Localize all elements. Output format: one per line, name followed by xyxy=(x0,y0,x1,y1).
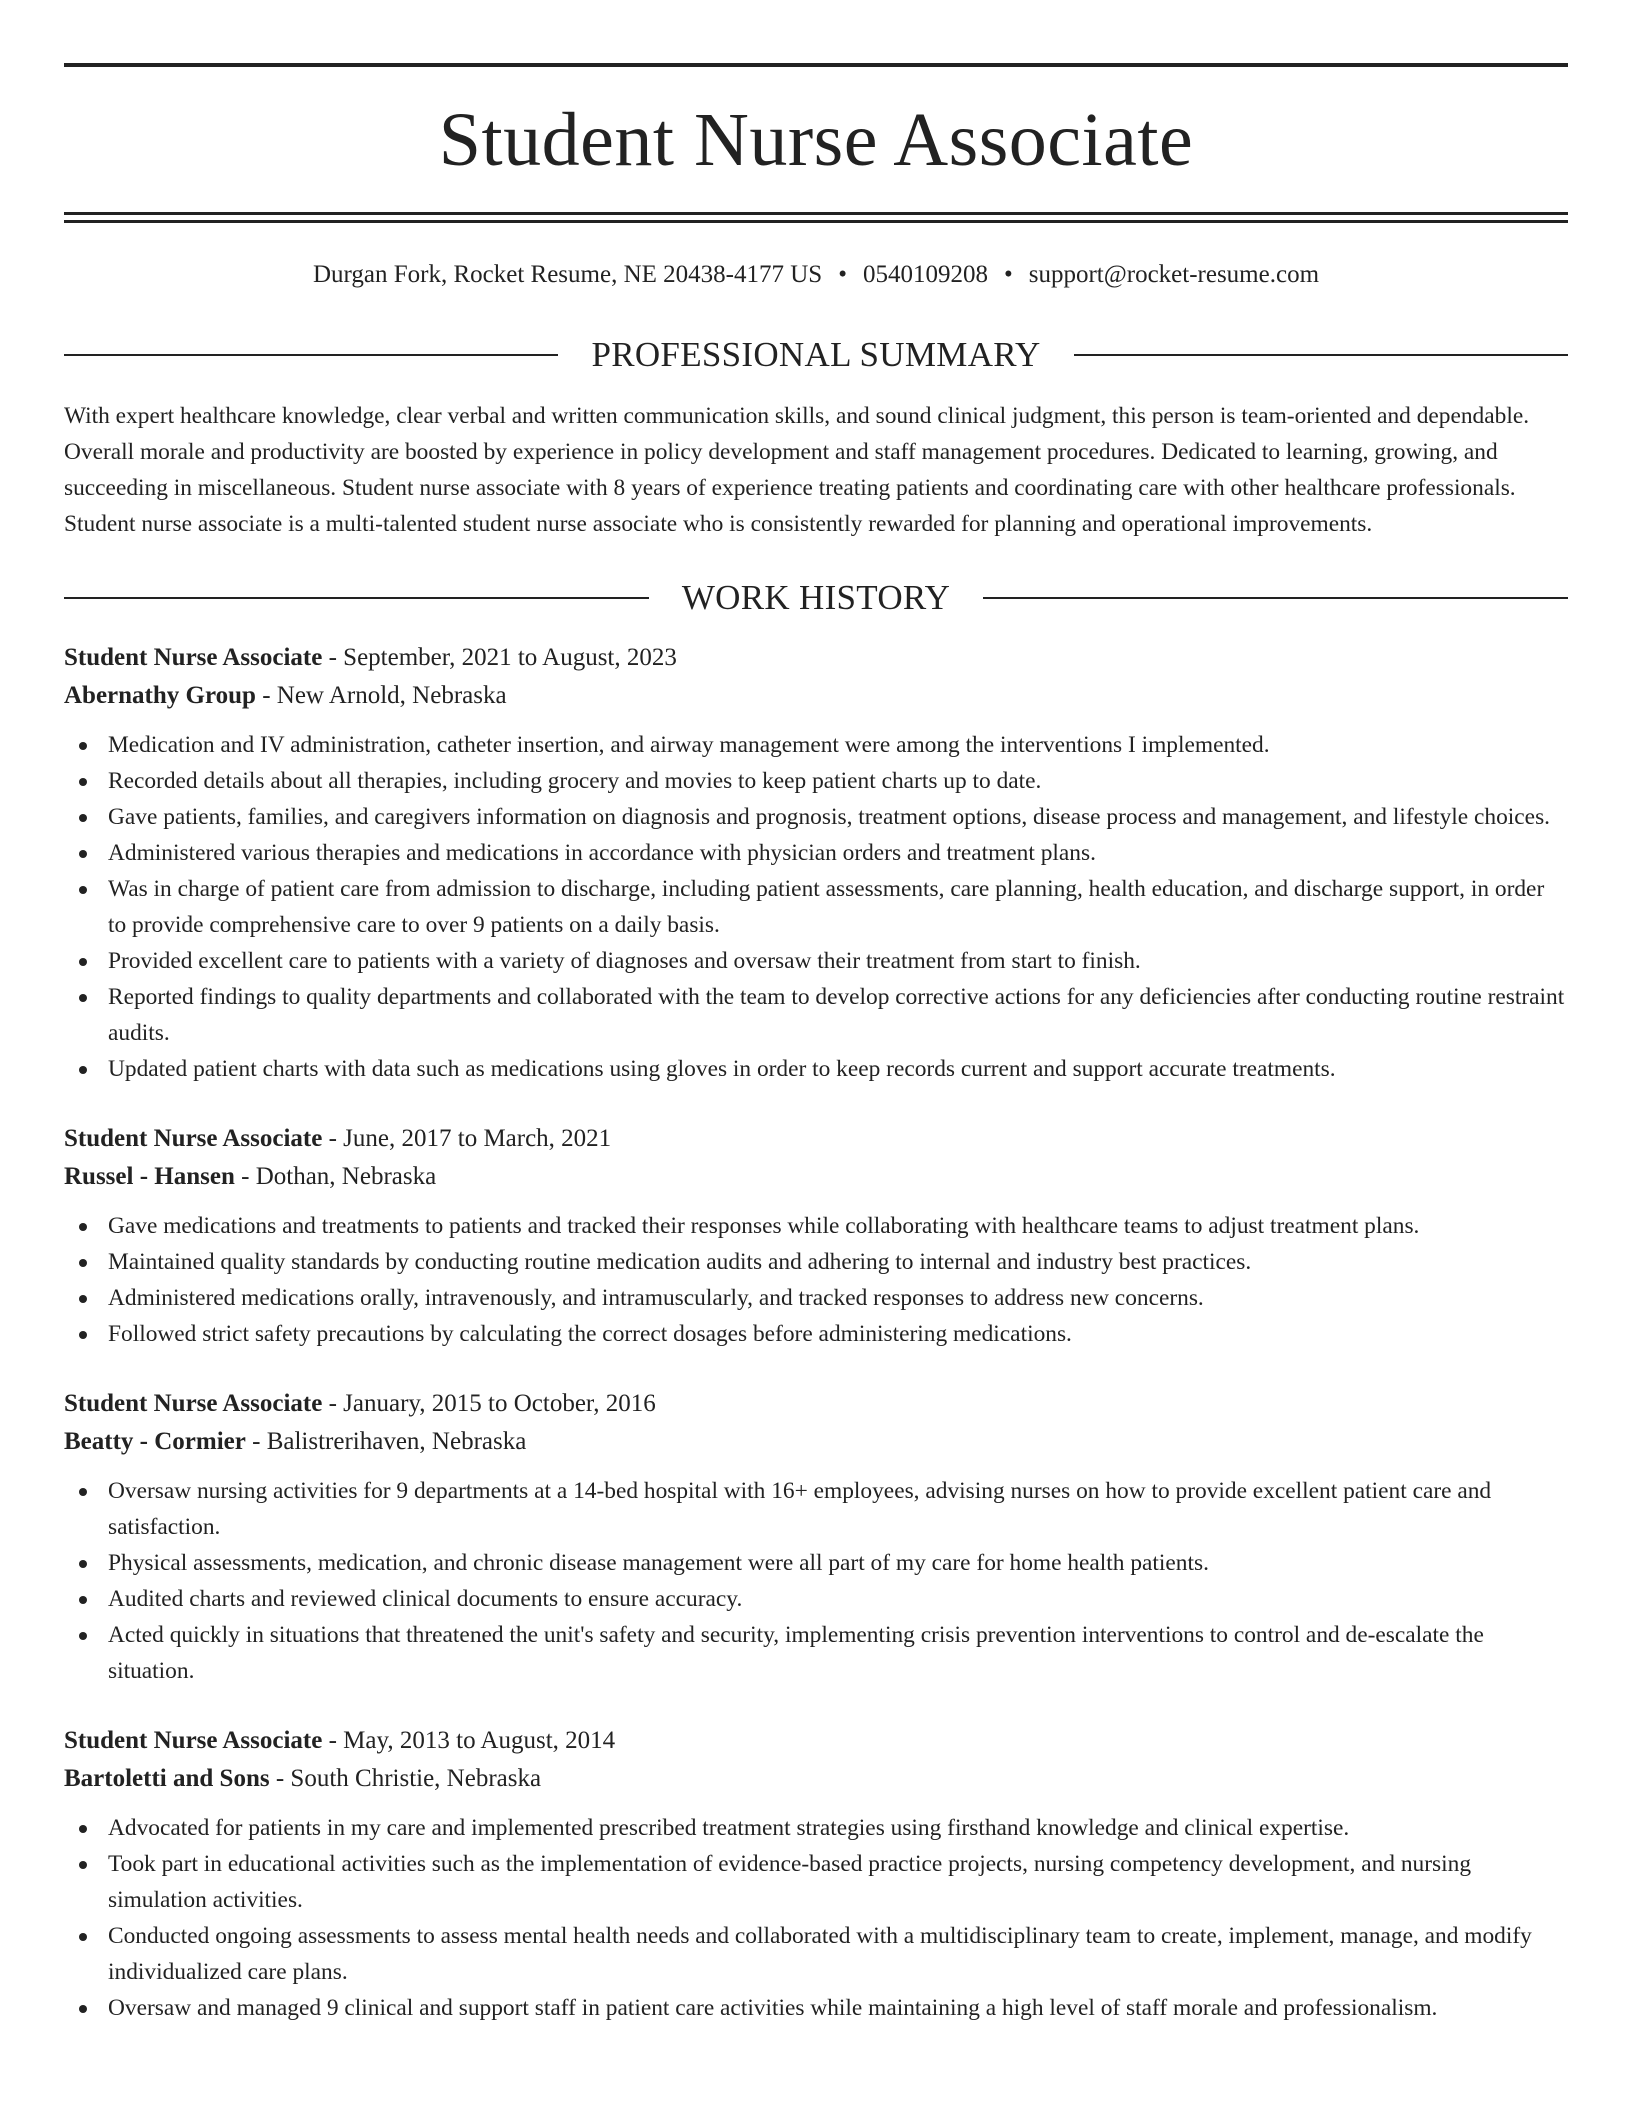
double-rule xyxy=(64,212,1568,223)
job-list xyxy=(64,639,1568,2026)
job-company-line xyxy=(64,1158,1568,1196)
section-rule xyxy=(983,597,1568,599)
job-company-line xyxy=(64,1760,1568,1798)
job-entry xyxy=(64,639,1568,1087)
duty-item: Gave medications and treatments to patients and tracked their responses while collaborating with healthcare teams to adjust treatment plans. xyxy=(64,1208,1568,1244)
job-role-line xyxy=(64,1120,1568,1158)
duty-list xyxy=(64,1810,1568,2026)
duty-list xyxy=(64,1473,1568,1689)
duty-item: Was in charge of patient care from admission to discharge, including patient assessments, care planning, health education, and discharge support, in order to provide comprehensive care to over 9 patients on a daily basis. xyxy=(64,871,1568,943)
job-entry xyxy=(64,1722,1568,2026)
contact-email: support@rocket-resume.com xyxy=(1028,261,1320,288)
job-company: Bartoletti and Sons xyxy=(64,1765,270,1792)
job-entry xyxy=(64,1385,1568,1689)
job-company: Abernathy Group xyxy=(64,682,256,709)
duty-item: Reported findings to quality departments and collaborated with the team to develop corrective actions for any deficiencies after conducting routine restraint audits. xyxy=(64,979,1568,1051)
duty-item: Recorded details about all therapies, including grocery and movies to keep patient charts up to date. xyxy=(64,763,1568,799)
job-role-line xyxy=(64,639,1568,677)
duty-item: Gave patients, families, and caregivers information on diagnosis and prognosis, treatment options, disease process and management, and lifestyle choices. xyxy=(64,799,1568,835)
contact-separator: • xyxy=(838,261,847,288)
section-header-work xyxy=(64,580,1568,615)
duty-item: Advocated for patients in my care and implemented prescribed treatment strategies using firsthand knowledge and clinical expertise. xyxy=(64,1810,1568,1846)
duty-item: Administered various therapies and medications in accordance with physician orders and treatment plans. xyxy=(64,835,1568,871)
section-rule xyxy=(1074,354,1568,356)
job-company: Beatty - Cormier xyxy=(64,1428,246,1455)
job-role-line xyxy=(64,1722,1568,1760)
job-role: Student Nurse Associate xyxy=(64,1727,323,1754)
job-company-line xyxy=(64,677,1568,715)
duty-item: Maintained quality standards by conducting routine medication audits and adhering to internal and industry best practices. xyxy=(64,1244,1568,1280)
job-dates: - May, 2013 to August, 2014 xyxy=(322,1727,616,1754)
contact-phone: 0540109208 xyxy=(862,261,988,288)
duty-item: Acted quickly in situations that threatened the unit's safety and security, implementing crisis prevention interventions to control and de-escalate the situation. xyxy=(64,1617,1568,1689)
job-role: Student Nurse Associate xyxy=(64,1390,323,1417)
duty-item: Oversaw and managed 9 clinical and support staff in patient care activities while maintaining a high level of staff morale and professionalism. xyxy=(64,1990,1568,2026)
resume-title: Student Nurse Associate xyxy=(438,98,1194,182)
duty-item: Updated patient charts with data such as medications using gloves in order to keep records current and support accurate treatments. xyxy=(64,1051,1568,1087)
job-dates: - June, 2017 to March, 2021 xyxy=(322,1125,612,1152)
job-role-line xyxy=(64,1385,1568,1423)
job-company: Russel - Hansen xyxy=(64,1163,235,1190)
duty-item: Audited charts and reviewed clinical documents to ensure accuracy. xyxy=(64,1581,1568,1617)
section-rule xyxy=(64,354,558,356)
duty-item: Oversaw nursing activities for 9 departments at a 14-bed hospital with 16+ employees, advising nurses on how to provide excellent patient care and satisfaction. xyxy=(64,1473,1568,1545)
duty-item: Followed strict safety precautions by calculating the correct dosages before administering medications. xyxy=(64,1316,1568,1352)
job-dates: - September, 2021 to August, 2023 xyxy=(322,644,677,671)
section-header-summary xyxy=(64,337,1568,372)
duty-item: Medication and IV administration, catheter insertion, and airway management were among the interventions I implemented. xyxy=(64,727,1568,763)
job-location: - South Christie, Nebraska xyxy=(269,1765,542,1792)
duty-item: Conducted ongoing assessments to assess mental health needs and collaborated with a multidisciplinary team to create, implement, manage, and modify individualized care plans. xyxy=(64,1918,1568,1990)
duty-item: Provided excellent care to patients with a variety of diagnoses and oversaw their treatment from start to finish. xyxy=(64,943,1568,979)
contact-separator: • xyxy=(1003,261,1013,288)
duty-list xyxy=(64,727,1568,1087)
job-role: Student Nurse Associate xyxy=(64,644,323,671)
job-company-line xyxy=(64,1423,1568,1461)
job-location: - Balistrerihaven, Nebraska xyxy=(245,1428,527,1455)
duty-item: Took part in educational activities such as the implementation of evidence-based practice projects, nursing competency development, and nursing simulation activities. xyxy=(64,1846,1568,1918)
job-dates: - January, 2015 to October, 2016 xyxy=(322,1390,656,1417)
job-location: - New Arnold, Nebraska xyxy=(255,682,507,709)
top-rule xyxy=(64,63,1568,67)
job-location: - Dothan, Nebraska xyxy=(234,1163,437,1190)
duty-item: Physical assessments, medication, and chronic disease management were all part of my care for home health patients. xyxy=(64,1545,1568,1581)
contact-address: Durgan Fork, Rocket Resume, NE 20438-4177 US xyxy=(312,261,823,288)
duty-list xyxy=(64,1208,1568,1352)
duty-item: Administered medications orally, intravenously, and intramuscularly, and tracked responses to address new concerns. xyxy=(64,1280,1568,1316)
section-title: PROFESSIONAL SUMMARY xyxy=(591,335,1041,374)
section-rule xyxy=(64,597,649,599)
job-role: Student Nurse Associate xyxy=(64,1125,323,1152)
job-entry xyxy=(64,1120,1568,1352)
section-title: WORK HISTORY xyxy=(681,578,951,617)
contact-line xyxy=(64,262,1568,287)
summary-text: With expert healthcare knowledge, clear verbal and written communication skills, and sound clinical judgment, this person is team-oriented and dependable. Overall morale and productivity are boosted by experience in policy development and staff management procedures. Dedicated to learning, growing, and succeeding in miscellaneous. Student nurse associate with 8 years of experience treating patients and coordinating care with other healthcare professionals. Student nurse associate is a multi-talented student nurse associate who is consistently rewarded for planning and operational improvements. xyxy=(64,403,1530,537)
